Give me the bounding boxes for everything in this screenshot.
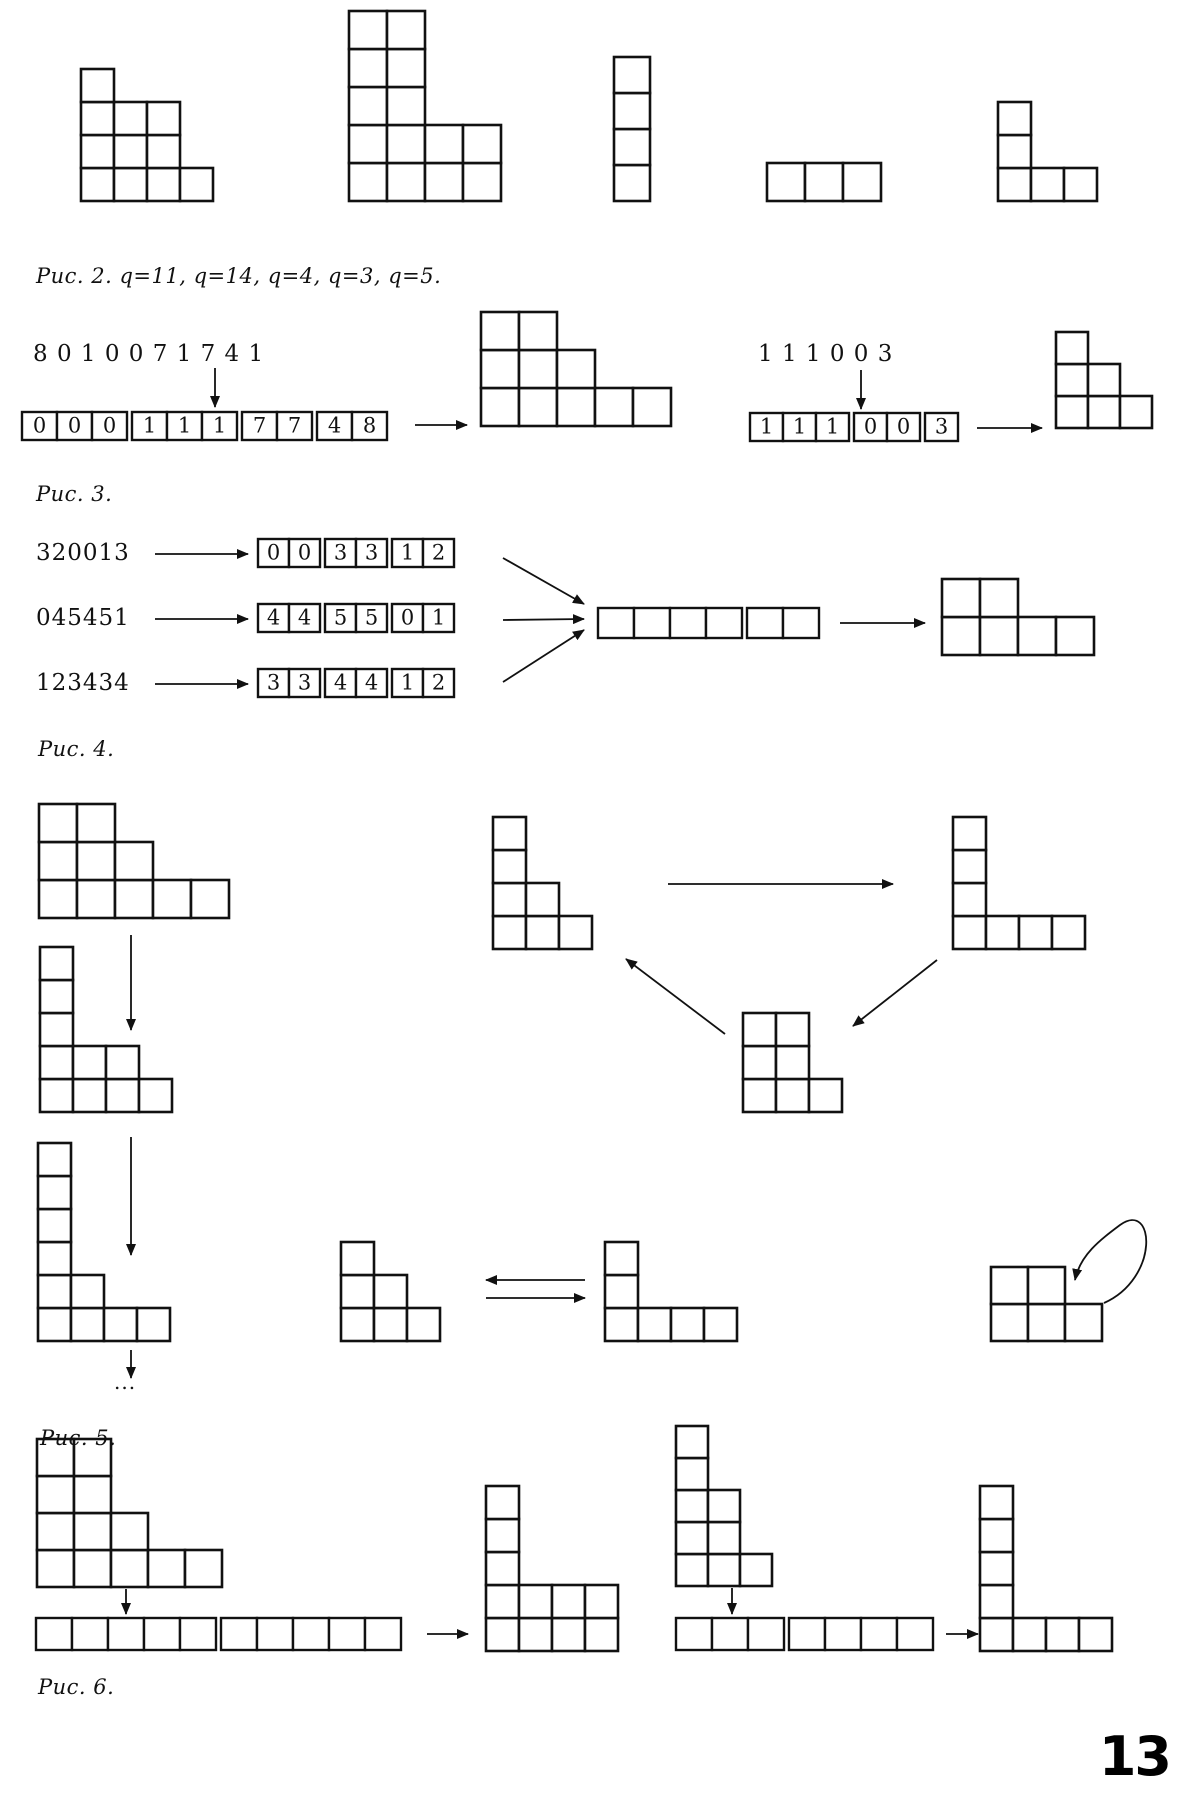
strip-cell-label: 0	[297, 540, 312, 565]
fig5-fixed-diagram	[991, 1267, 1102, 1341]
diagram-cell	[493, 916, 526, 949]
fig6-left-strip	[36, 1618, 401, 1650]
strip-cell-label: 1	[400, 670, 415, 695]
diagram-cell	[953, 817, 986, 850]
strip-cell-label: 1	[825, 414, 840, 439]
diagram-cell	[980, 1519, 1013, 1552]
diagram-cell	[1056, 617, 1094, 655]
fig5-cycle-arrow-ca	[626, 959, 725, 1034]
strip-cell-label: 4	[297, 605, 312, 630]
strip-cell-label: 3	[333, 540, 348, 565]
diagram-cell	[147, 102, 180, 135]
diagram-cell	[980, 1618, 1013, 1651]
fig5-loop-arrow	[1075, 1220, 1146, 1303]
fig6-right-diagram	[676, 1426, 772, 1586]
strip-cell-label: 0	[32, 413, 47, 438]
diagram-cell	[486, 1585, 519, 1618]
fig3-left-sequence: 8 0 1 0 0 7 1 7 4 1	[33, 341, 265, 367]
strip-cell-label: 3	[297, 670, 312, 695]
strip-cell-label: 4	[333, 670, 348, 695]
diagram-cell	[38, 1308, 71, 1341]
diagram-cell	[1064, 168, 1097, 201]
strip-cell-label: 0	[400, 605, 415, 630]
diagram-cell	[552, 1618, 585, 1651]
strip-cell	[789, 1618, 825, 1650]
strip-cell-label: 4	[327, 413, 342, 438]
strip-cell-label: 1	[400, 540, 415, 565]
fig5-chain-diagram-2	[40, 947, 172, 1112]
fig6-right-result	[980, 1486, 1112, 1651]
diagram-cell	[463, 163, 501, 201]
diagram-cell	[425, 125, 463, 163]
diagram-cell	[1056, 364, 1088, 396]
diagram-cell	[519, 1585, 552, 1618]
diagram-cell	[809, 1079, 842, 1112]
strip-cell-label: 3	[364, 540, 379, 565]
diagram-cell	[633, 388, 671, 426]
diagram-cell	[1028, 1267, 1065, 1304]
diagram-cell	[704, 1308, 737, 1341]
fig5-pair-diagram-a	[341, 1242, 440, 1341]
diagram-cell	[180, 168, 213, 201]
strip-cell	[365, 1618, 401, 1650]
strip-cell-label: 5	[364, 605, 379, 630]
fig5-caption: Рис. 5.	[40, 1426, 117, 1450]
diagram-cell	[676, 1458, 708, 1490]
diagram-cell	[1013, 1618, 1046, 1651]
diagram-cell	[106, 1079, 139, 1112]
fig4-code-3: 123434	[36, 670, 130, 696]
strip-cell	[180, 1618, 216, 1650]
fig5-chain-diagram-3	[38, 1143, 170, 1341]
diagram-cell	[953, 916, 986, 949]
diagram-cell	[980, 1552, 1013, 1585]
diagram-cell	[493, 817, 526, 850]
strip-cell	[783, 608, 819, 638]
fig5-cycle-arrow-bc	[853, 960, 937, 1026]
fig2-diagram-q5	[998, 102, 1097, 201]
diagram-cell	[38, 1242, 71, 1275]
diagram-cell	[493, 883, 526, 916]
diagram-cell	[638, 1308, 671, 1341]
diagram-cell	[526, 883, 559, 916]
diagram-cell	[953, 850, 986, 883]
diagram-cell	[71, 1308, 104, 1341]
strip-cell-label: 0	[863, 414, 878, 439]
strip-cell	[747, 608, 783, 638]
diagram-cell	[1046, 1618, 1079, 1651]
strip-cell-label: 3	[934, 414, 949, 439]
diagram-cell	[605, 1308, 638, 1341]
diagram-cell	[40, 1046, 73, 1079]
fig2-diagram-q4	[614, 57, 650, 201]
strip-cell	[861, 1618, 897, 1650]
diagram-cell	[387, 87, 425, 125]
diagram-cell	[481, 312, 519, 350]
diagram-cell	[998, 168, 1031, 201]
strip-cell	[257, 1618, 293, 1650]
diagram-cell	[341, 1275, 374, 1308]
diagram-cell	[942, 617, 980, 655]
fig5-pair-diagram-b	[605, 1242, 737, 1341]
fig3-right-sequence: 1 1 1 0 0 3	[758, 341, 894, 367]
strip-cell	[712, 1618, 748, 1650]
diagram-cell	[708, 1554, 740, 1586]
fig4-merge-arrow-3	[503, 630, 584, 682]
diagram-cell	[387, 49, 425, 87]
fig5-ellipsis: ...	[114, 1370, 137, 1394]
strip-cell-label: 7	[252, 413, 267, 438]
diagram-cell	[557, 388, 595, 426]
strip-cell-label: 1	[142, 413, 157, 438]
strip-cell-label: 0	[896, 414, 911, 439]
diagram-cell	[614, 57, 650, 93]
diagram-cell	[776, 1046, 809, 1079]
diagram-cell	[111, 1550, 148, 1587]
diagram-cell	[843, 163, 881, 201]
strip-cell	[897, 1618, 933, 1650]
diagram-cell	[463, 125, 501, 163]
diagram-cell	[37, 1550, 74, 1587]
diagram-cell	[486, 1552, 519, 1585]
diagram-cell	[743, 1079, 776, 1112]
strip-cell-label: 1	[792, 414, 807, 439]
diagram-cell	[986, 916, 1019, 949]
diagram-cell	[148, 1550, 185, 1587]
fig2-diagram-q11	[81, 69, 213, 201]
diagram-cell	[676, 1522, 708, 1554]
diagram-cell	[776, 1079, 809, 1112]
diagram-cell	[40, 947, 73, 980]
fig4-strip-1	[258, 539, 454, 567]
strip-cell	[634, 608, 670, 638]
diagram-cell	[605, 1242, 638, 1275]
fig4-strip-2	[258, 604, 454, 632]
strip-cell	[598, 608, 634, 638]
strip-cell	[676, 1618, 712, 1650]
diagram-cell	[139, 1079, 172, 1112]
diagram-cell	[585, 1618, 618, 1651]
diagram-cell	[81, 168, 114, 201]
fig2-diagram-q14	[349, 11, 501, 201]
diagram-cell	[387, 11, 425, 49]
diagram-cell	[349, 11, 387, 49]
strip-cell-label: 0	[102, 413, 117, 438]
diagram-cell	[559, 916, 592, 949]
diagram-cell	[1018, 617, 1056, 655]
diagram-cell	[115, 842, 153, 880]
strip-cell-label: 1	[431, 605, 446, 630]
diagram-cell	[39, 804, 77, 842]
diagram-cell	[114, 135, 147, 168]
fig5-cycle-diagram-c	[743, 1013, 842, 1112]
diagram-cell	[81, 102, 114, 135]
diagram-cell	[341, 1242, 374, 1275]
diagram-cell	[486, 1519, 519, 1552]
diagram-cell	[481, 388, 519, 426]
fig4-merge-arrow-1	[503, 558, 584, 604]
diagram-cell	[526, 916, 559, 949]
diagram-cell	[776, 1013, 809, 1046]
diagram-cell	[1019, 916, 1052, 949]
diagram-cell	[743, 1013, 776, 1046]
fig3-left-strip	[22, 412, 387, 440]
diagram-cell	[114, 168, 147, 201]
strip-cell	[748, 1618, 784, 1650]
diagram-cell	[676, 1554, 708, 1586]
diagram-cell	[980, 1486, 1013, 1519]
diagram-cell	[998, 135, 1031, 168]
diagram-cell	[40, 1013, 73, 1046]
diagram-cell	[185, 1550, 222, 1587]
diagram-cell	[980, 617, 1018, 655]
fig2-caption: Рис. 2. q=11, q=14, q=4, q=3, q=5.	[36, 264, 442, 288]
fig4-code-1: 320013	[36, 540, 130, 566]
diagram-cell	[115, 880, 153, 918]
strip-cell	[144, 1618, 180, 1650]
diagram-cell	[38, 1143, 71, 1176]
fig5-cycle-diagram-a	[493, 817, 592, 949]
diagram-cell	[585, 1585, 618, 1618]
diagram-cell	[349, 87, 387, 125]
diagram-cell	[40, 1079, 73, 1112]
diagram-cell	[1056, 396, 1088, 428]
strip-cell-label: 7	[287, 413, 302, 438]
diagram-cell	[805, 163, 843, 201]
diagram-cell	[740, 1554, 772, 1586]
diagram-cell	[595, 388, 633, 426]
strip-cell-label: 1	[759, 414, 774, 439]
diagram-cell	[111, 1513, 148, 1550]
diagram-cell	[519, 350, 557, 388]
diagram-cell	[37, 1513, 74, 1550]
diagram-cell	[38, 1176, 71, 1209]
strip-cell	[706, 608, 742, 638]
strip-cell	[108, 1618, 144, 1650]
diagram-cell	[40, 980, 73, 1013]
strip-cell	[825, 1618, 861, 1650]
diagram-cell	[74, 1513, 111, 1550]
diagram-cell	[38, 1275, 71, 1308]
strip-cell-label: 2	[431, 540, 446, 565]
fig6-left-result	[486, 1486, 618, 1651]
fig3-right-diagram	[1056, 332, 1152, 428]
diagram-cell	[106, 1046, 139, 1079]
fig5-cycle-diagram-b	[953, 817, 1085, 949]
strip-cell-label: 4	[266, 605, 281, 630]
diagram-cell	[374, 1308, 407, 1341]
diagram-cell	[519, 1618, 552, 1651]
diagram-cell	[676, 1490, 708, 1522]
fig2-diagram-q3	[767, 163, 881, 201]
diagram-cell	[81, 135, 114, 168]
diagram-cell	[1079, 1618, 1112, 1651]
diagram-cell	[519, 388, 557, 426]
diagram-cell	[191, 880, 229, 918]
strip-cell	[329, 1618, 365, 1650]
diagram-cell	[519, 312, 557, 350]
diagram-cell	[605, 1275, 638, 1308]
diagram-cell	[708, 1522, 740, 1554]
fig6-right-strip	[676, 1618, 933, 1650]
strip-cell-label: 8	[362, 413, 377, 438]
diagram-cell	[998, 102, 1031, 135]
fig4-strip-3	[258, 669, 454, 697]
diagram-cell	[77, 842, 115, 880]
strip-cell	[72, 1618, 108, 1650]
diagram-cell	[743, 1046, 776, 1079]
strip-cell	[670, 608, 706, 638]
fig4-merged-strip	[598, 608, 819, 638]
strip-cell-label: 0	[67, 413, 82, 438]
diagram-cell	[114, 102, 147, 135]
diagram-cell	[1120, 396, 1152, 428]
diagram-cell	[73, 1046, 106, 1079]
diagram-cell	[614, 93, 650, 129]
diagram-cell	[991, 1267, 1028, 1304]
diagram-cell	[953, 883, 986, 916]
diagram-cell	[407, 1308, 440, 1341]
strip-cell-label: 1	[212, 413, 227, 438]
strip-cell-label: 4	[364, 670, 379, 695]
strip-cell-label: 2	[431, 670, 446, 695]
diagram-cell	[481, 350, 519, 388]
diagram-cell	[493, 850, 526, 883]
diagram-cell	[552, 1585, 585, 1618]
fig3-right-strip	[750, 413, 958, 441]
diagram-cell	[486, 1486, 519, 1519]
diagram-cell	[77, 880, 115, 918]
diagram-cell	[147, 135, 180, 168]
diagram-cell	[1056, 332, 1088, 364]
diagram-cell	[137, 1308, 170, 1341]
diagram-cell	[708, 1490, 740, 1522]
diagram-cell	[767, 163, 805, 201]
diagram-cell	[614, 165, 650, 201]
strip-cell-label: 5	[333, 605, 348, 630]
diagram-cell	[153, 880, 191, 918]
diagram-cell	[374, 1275, 407, 1308]
diagram-cell	[71, 1275, 104, 1308]
diagram-cell	[349, 125, 387, 163]
diagram-cell	[39, 842, 77, 880]
diagram-cell	[74, 1476, 111, 1513]
diagram-cell	[1052, 916, 1085, 949]
diagram-cell	[980, 579, 1018, 617]
diagram-cell	[73, 1079, 106, 1112]
diagram-cell	[557, 350, 595, 388]
diagram-cell	[74, 1550, 111, 1587]
strip-cell-label: 3	[266, 670, 281, 695]
strip-cell	[293, 1618, 329, 1650]
fig4-merge-arrow-2	[503, 619, 584, 620]
diagram-cell	[671, 1308, 704, 1341]
diagram-cell	[349, 49, 387, 87]
diagram-cell	[81, 69, 114, 102]
diagram-cell	[387, 125, 425, 163]
diagram-cell	[676, 1426, 708, 1458]
strip-cell	[36, 1618, 72, 1650]
diagram-cell	[980, 1585, 1013, 1618]
strip-cell	[221, 1618, 257, 1650]
fig3-left-diagram	[481, 312, 671, 426]
diagram-cell	[614, 129, 650, 165]
fig6-caption: Рис. 6.	[38, 1675, 115, 1699]
strip-cell-label: 1	[177, 413, 192, 438]
diagram-cell	[387, 163, 425, 201]
diagram-cell	[425, 163, 463, 201]
diagram-cell	[77, 804, 115, 842]
diagram-cell	[1065, 1304, 1102, 1341]
fig5-chain-diagram-1	[39, 804, 229, 918]
diagram-cell	[486, 1618, 519, 1651]
fig6-left-diagram	[37, 1439, 222, 1587]
diagram-cell	[341, 1308, 374, 1341]
fig3-caption: Рис. 3.	[36, 482, 113, 506]
diagram-cell	[37, 1476, 74, 1513]
strip-cell-label: 0	[266, 540, 281, 565]
diagram-cell	[1028, 1304, 1065, 1341]
diagram-cell	[1088, 364, 1120, 396]
fig4-caption: Рис. 4.	[38, 737, 115, 761]
fig4-result-diagram	[942, 579, 1094, 655]
diagram-cell	[1088, 396, 1120, 428]
page-number: 13	[1098, 1725, 1170, 1788]
diagram-cell	[38, 1209, 71, 1242]
diagram-cell	[991, 1304, 1028, 1341]
diagram-cell	[942, 579, 980, 617]
diagram-cell	[349, 163, 387, 201]
diagram-cell	[104, 1308, 137, 1341]
fig4-code-2: 045451	[36, 605, 130, 631]
diagram-cell	[147, 168, 180, 201]
diagram-cell	[1031, 168, 1064, 201]
diagram-cell	[39, 880, 77, 918]
